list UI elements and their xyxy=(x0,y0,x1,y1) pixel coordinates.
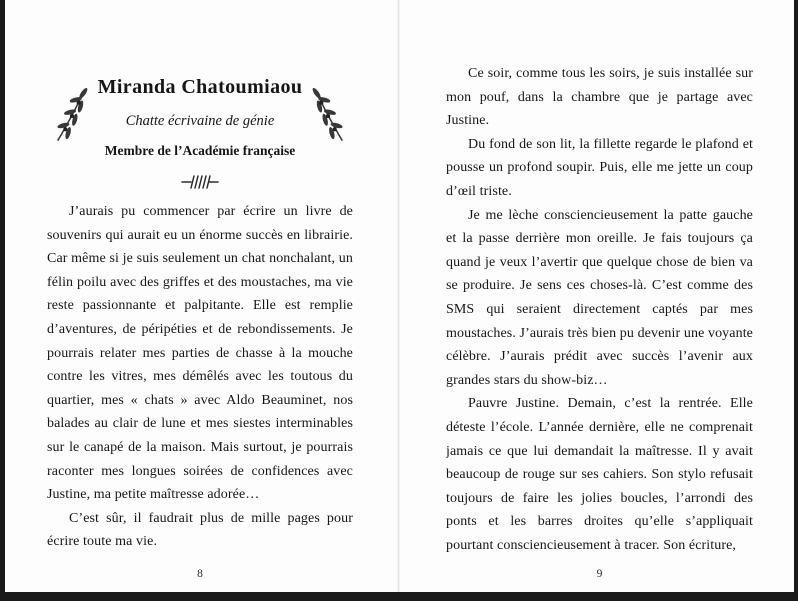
paragraph: Pauvre Justine. Demain, c’est la rentrée. Elle déteste l’école. L’année dernière, elle ne comprenait jamais ce que lui demandait la maîtresse. Il y avait beaucoup de rouge sur ses cahiers. Son stylo refusait toujours de faire les jolies boucles, l’arrondi des ponts et les barres droites qu’elle s’appliquait pourtant consciencieusement à tracer. Son écriture, xyxy=(446,396,753,553)
paragraph: Ce soir, comme tous les soirs, je suis installée sur mon pouf, dans la chambre que je partage avec Justine. xyxy=(446,66,753,129)
screen-edge-right xyxy=(794,0,798,601)
paragraph: Du fond de son lit, la fillette regarde le plafond et pousse un profond soupir. Puis, elle me jette un coup d’œil triste. xyxy=(446,136,753,199)
right-page-body xyxy=(446,62,753,567)
divider-ornament xyxy=(47,174,353,190)
paragraph: C’est sûr, il faudrait plus de mille pages pour écrire toute ma vie. xyxy=(47,510,353,550)
chapter-title: Miranda Chatoumiaou xyxy=(97,76,303,98)
left-page-body xyxy=(47,200,353,560)
chapter-subtitle: Chatte écrivaine de génie xyxy=(125,113,275,129)
right-page-number: 9 xyxy=(596,568,603,580)
screen-edge-bottom xyxy=(0,592,798,601)
chapter-membership: Membre de l’Académie française xyxy=(104,143,296,158)
book-gutter xyxy=(397,0,400,592)
rope-twist-divider-icon xyxy=(181,174,219,190)
left-page-number: 8 xyxy=(197,568,203,580)
chapter-header xyxy=(47,74,353,190)
paragraph: Je me lèche consciencieusement la patte gauche et la passe derrière mon oreille. Je fais toujours ça quand je veux l’avertir que quelque chose de bien va se produire. Je sens ces choses-là. C’est comme des SMS qui seraient directement captés par mes moustaches. J’aurais très bien pu devenir une voyante célèbre. J’aurais prédit avec succès l’avenir aux grandes stars du show-biz… xyxy=(446,207,753,388)
paragraph: J’aurais pu commencer par écrire un livre de souvenirs qui aurait eu un énorme succès en librairie. Car même si je suis seulement un chat nonchalant, un félin poilu avec des griffes et des moustaches, ma vie reste passionnante et palpitante. Elle est remplie d’aventures, de péripéties et de rebondissements. Je pourrais relater mes parties de chasse à la mouche contre les vitres, mes démêlés avec les toutous du quartier, mes « chats » avec Aldo Beauminet, nos balades au clair de lune et mes siestes interminables sur le canapé de la maison. Mais surtout, je pourrais raconter mes longues soirées de confidences avec Justine, ma petite maîtresse adorée… xyxy=(47,204,353,503)
screen-edge-left xyxy=(0,0,5,601)
